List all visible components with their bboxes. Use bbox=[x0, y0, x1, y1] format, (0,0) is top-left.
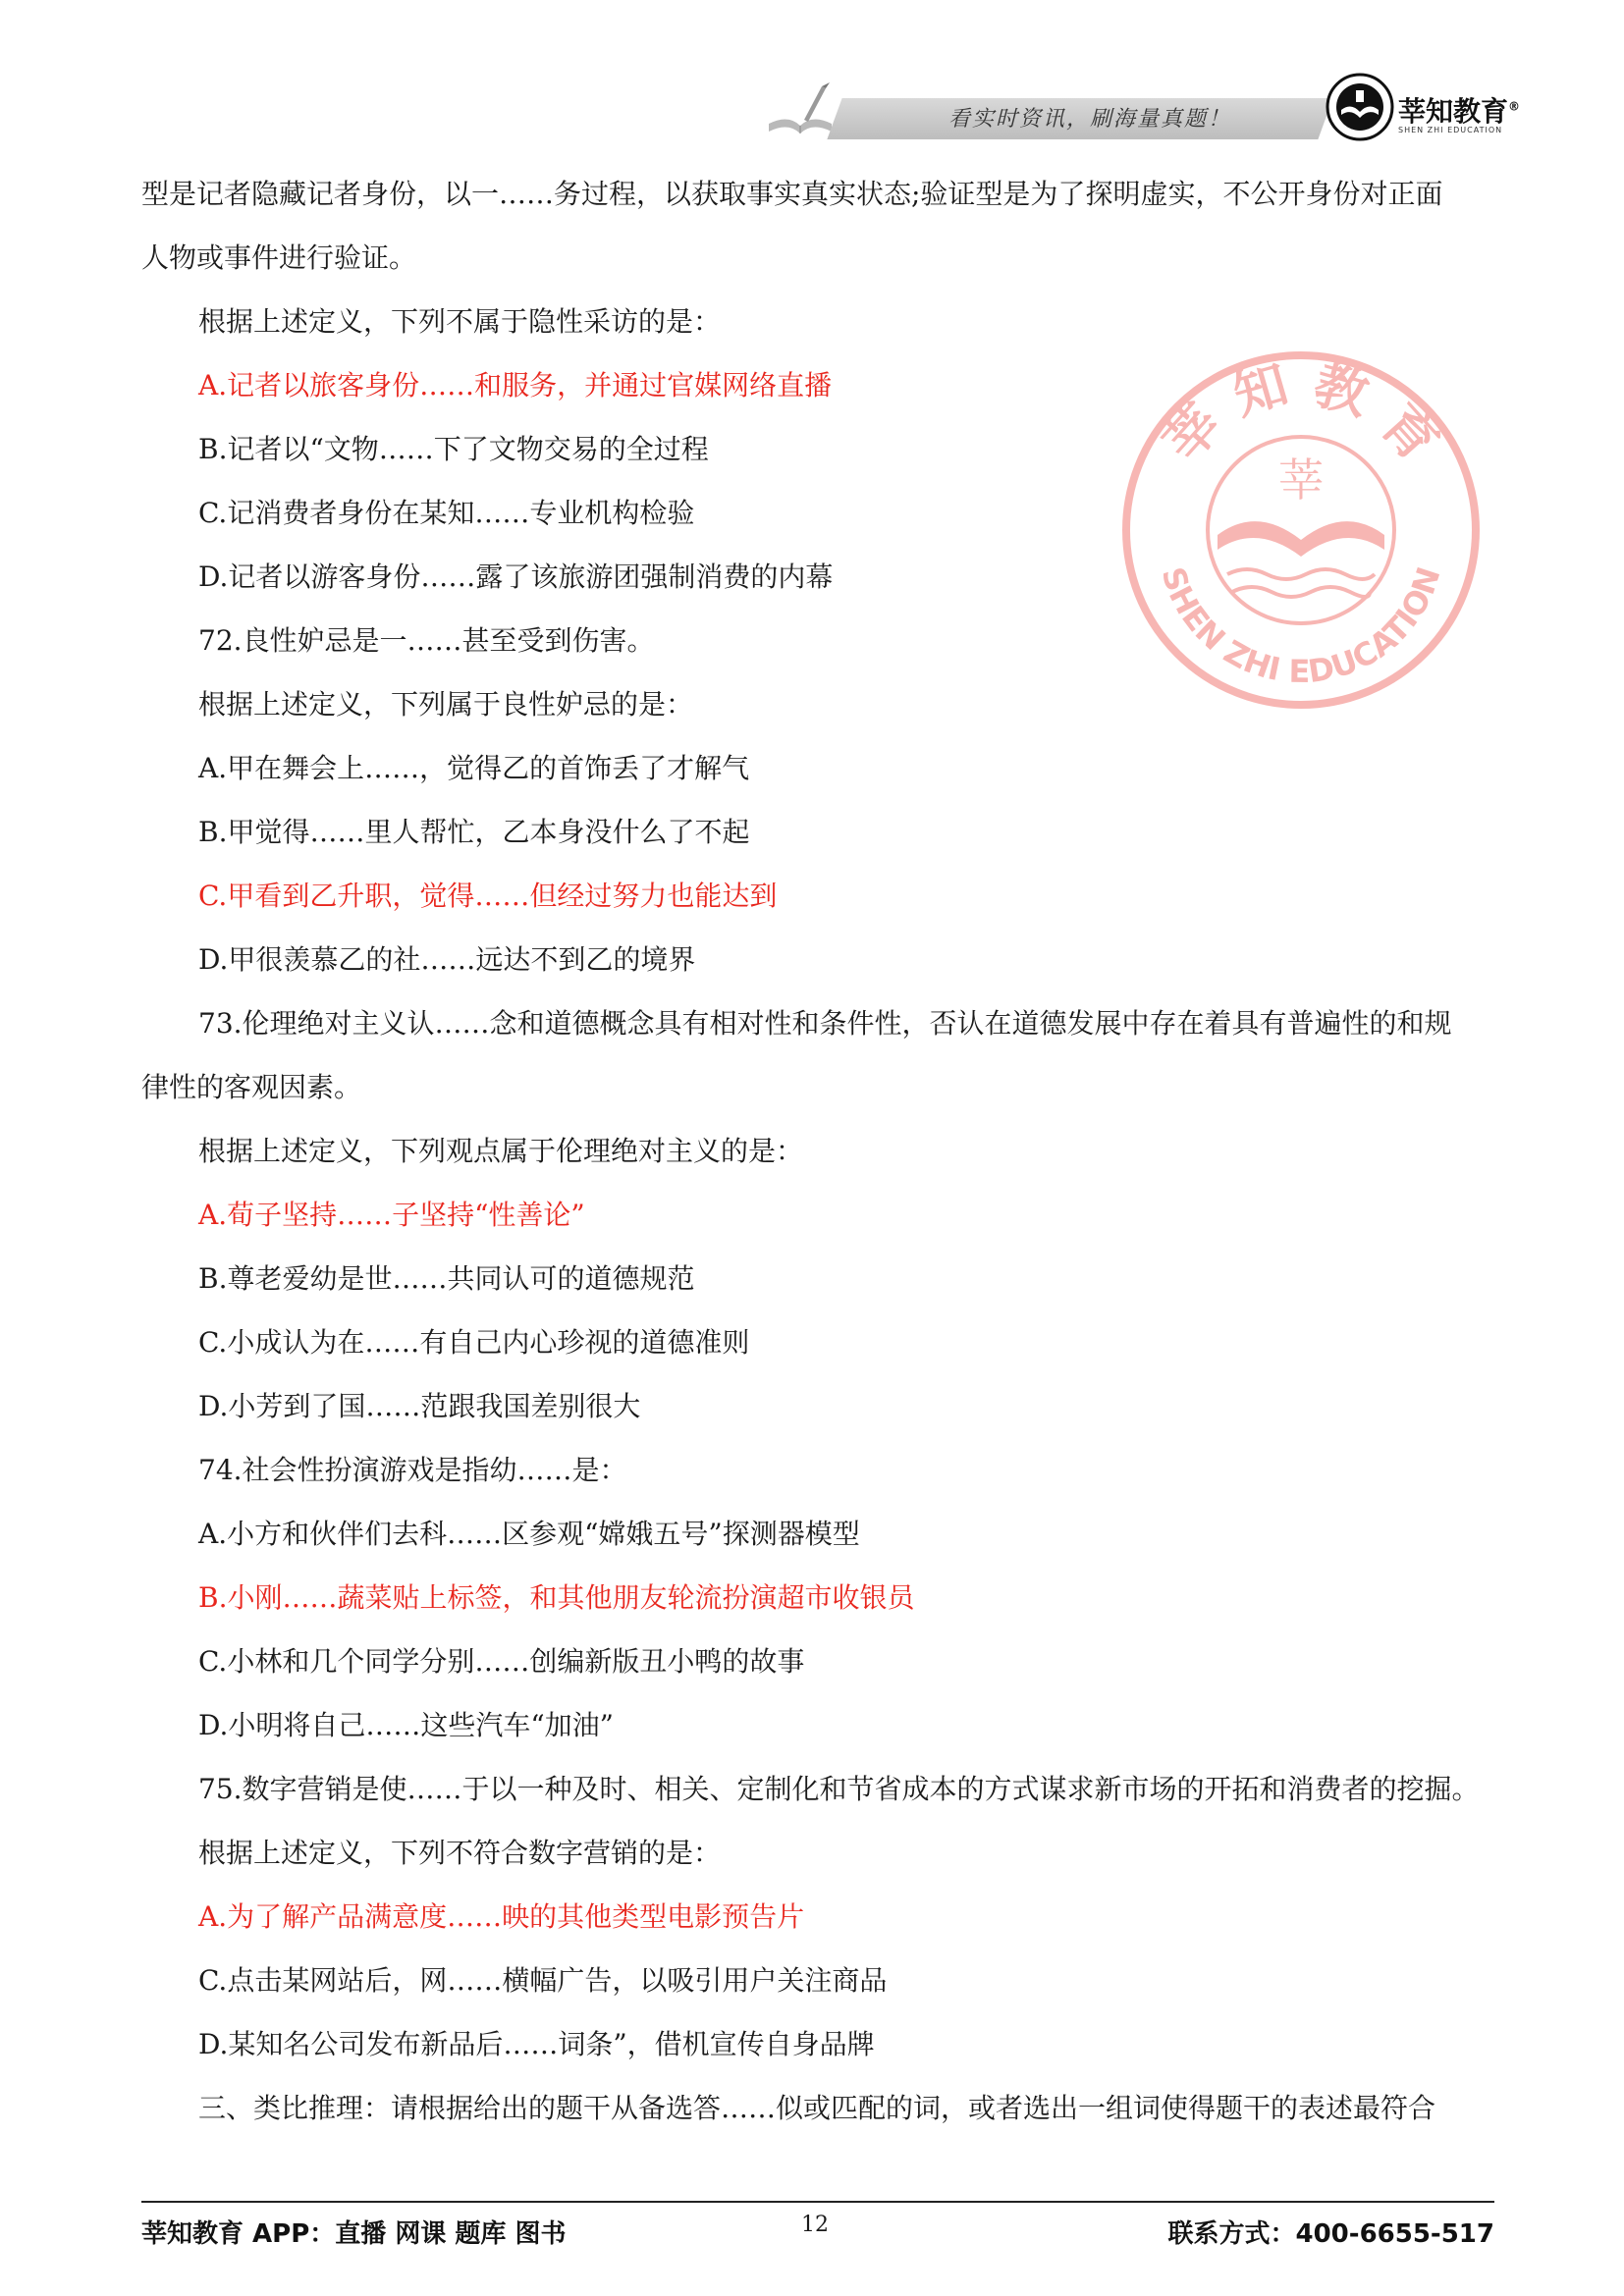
text-line: 三、类比推理：请根据给出的题干从备选答……似或匹配的词，或者选出一组词使得题干的表述最符合 bbox=[198, 2092, 1436, 2124]
text-line: B.记者以“文物……下了文物交易的全过程 bbox=[198, 433, 709, 465]
page-number: 12 bbox=[801, 2213, 829, 2237]
text-line: A.小方和伙伴们去科……区参观“嫦娥五号”探测器模型 bbox=[198, 1518, 860, 1550]
brand-logo-icon bbox=[1326, 73, 1394, 141]
answer-line-highlighted: C.甲看到乙升职，觉得……但经过努力也能达到 bbox=[198, 880, 778, 912]
text-line: 72.良性妒忌是一……甚至受到伤害。 bbox=[198, 624, 655, 657]
brand-name: 莘知教育® bbox=[1398, 95, 1521, 128]
footer-contact: 联系方式：400-6655-517 bbox=[1167, 2219, 1494, 2249]
text-line: B.尊老爱幼是世……共同认可的道德规范 bbox=[198, 1262, 695, 1295]
brand-subtitle: SHEN ZHI EDUCATION bbox=[1398, 126, 1503, 134]
text-line: 75.数字营销是使……于以一种及时、相关、定制化和节省成本的方式谋求新市场的开拓和消费者的挖掘。 bbox=[198, 1773, 1480, 1805]
answer-line-highlighted: A.记者以旅客身份……和服务，并通过官媒网络直播 bbox=[198, 369, 833, 401]
header-slogan: 看实时资讯，刷海量真题！ bbox=[947, 107, 1231, 132]
document-body bbox=[141, 162, 1494, 2140]
text-line: 74.社会性扮演游戏是指幼……是： bbox=[198, 1454, 627, 1486]
text-line: 律性的客观因素。 bbox=[141, 1071, 362, 1103]
text-line: C.点击某网站后，网……横幅广告，以吸引用户关注商品 bbox=[198, 1964, 888, 1997]
text-line: 根据上述定义，下列属于良性妒忌的是： bbox=[198, 688, 694, 721]
svg-text:莘 知 教 育: 莘 知 教 育 bbox=[1151, 352, 1451, 474]
text-line: C.小林和几个同学分别……创编新版丑小鸭的故事 bbox=[198, 1645, 805, 1678]
svg-text:SHEN ZHI EDUCATION: SHEN ZHI EDUCATION bbox=[1154, 561, 1448, 691]
text-line: D.甲很羡慕乙的社……远达不到乙的境界 bbox=[198, 943, 696, 976]
text-line: 型是记者隐藏记者身份，以一……务过程，以获取事实真实状态;验证型是为了探明虚实，不公开身份对正面 bbox=[141, 178, 1443, 210]
svg-text:莘: 莘 bbox=[1278, 454, 1324, 507]
text-line: D.某知名公司发布新品后……词条”，借机宣传自身品牌 bbox=[198, 2028, 875, 2060]
answer-line-highlighted: A.荀子坚持……子坚持“性善论” bbox=[198, 1199, 585, 1231]
text-line: 73.伦理绝对主义认……念和道德概念具有相对性和条件性，否认在道德发展中存在着具有普遍性的和规 bbox=[198, 1007, 1452, 1040]
text-line: A.甲在舞会上……，觉得乙的首饰丢了才解气 bbox=[198, 752, 750, 784]
text-line: 人物或事件进行验证。 bbox=[141, 241, 417, 274]
text-line: 根据上述定义，下列观点属于伦理绝对主义的是： bbox=[198, 1135, 804, 1167]
text-line: D.记者以游客身份……露了该旅游团强制消费的内幕 bbox=[198, 561, 834, 593]
page-header bbox=[0, 0, 1624, 157]
footer-app-info: 莘知教育 APP：直播 网课 题库 图书 bbox=[141, 2219, 567, 2249]
text-line: C.记消费者身份在某知……专业机构检验 bbox=[198, 497, 695, 529]
answer-line-highlighted: B.小刚……蔬菜贴上标签，和其他朋友轮流扮演超市收银员 bbox=[198, 1581, 915, 1614]
text-line: 根据上述定义，下列不符合数字营销的是： bbox=[198, 1837, 722, 1869]
text-line: B.甲觉得……里人帮忙，乙本身没什么了不起 bbox=[198, 816, 750, 848]
text-line: D.小芳到了国……范跟我国差别很大 bbox=[198, 1390, 641, 1422]
text-line: D.小明将自己……这些汽车“加油” bbox=[198, 1709, 614, 1741]
open-book-icon bbox=[761, 80, 839, 141]
footer-divider bbox=[141, 2201, 1494, 2203]
text-line: 根据上述定义，下列不属于隐性采访的是： bbox=[198, 305, 722, 338]
answer-line-highlighted: A.为了解产品满意度……映的其他类型电影预告片 bbox=[198, 1900, 805, 1933]
text-line: C.小成认为在……有自己内心珍视的道德准则 bbox=[198, 1326, 750, 1359]
